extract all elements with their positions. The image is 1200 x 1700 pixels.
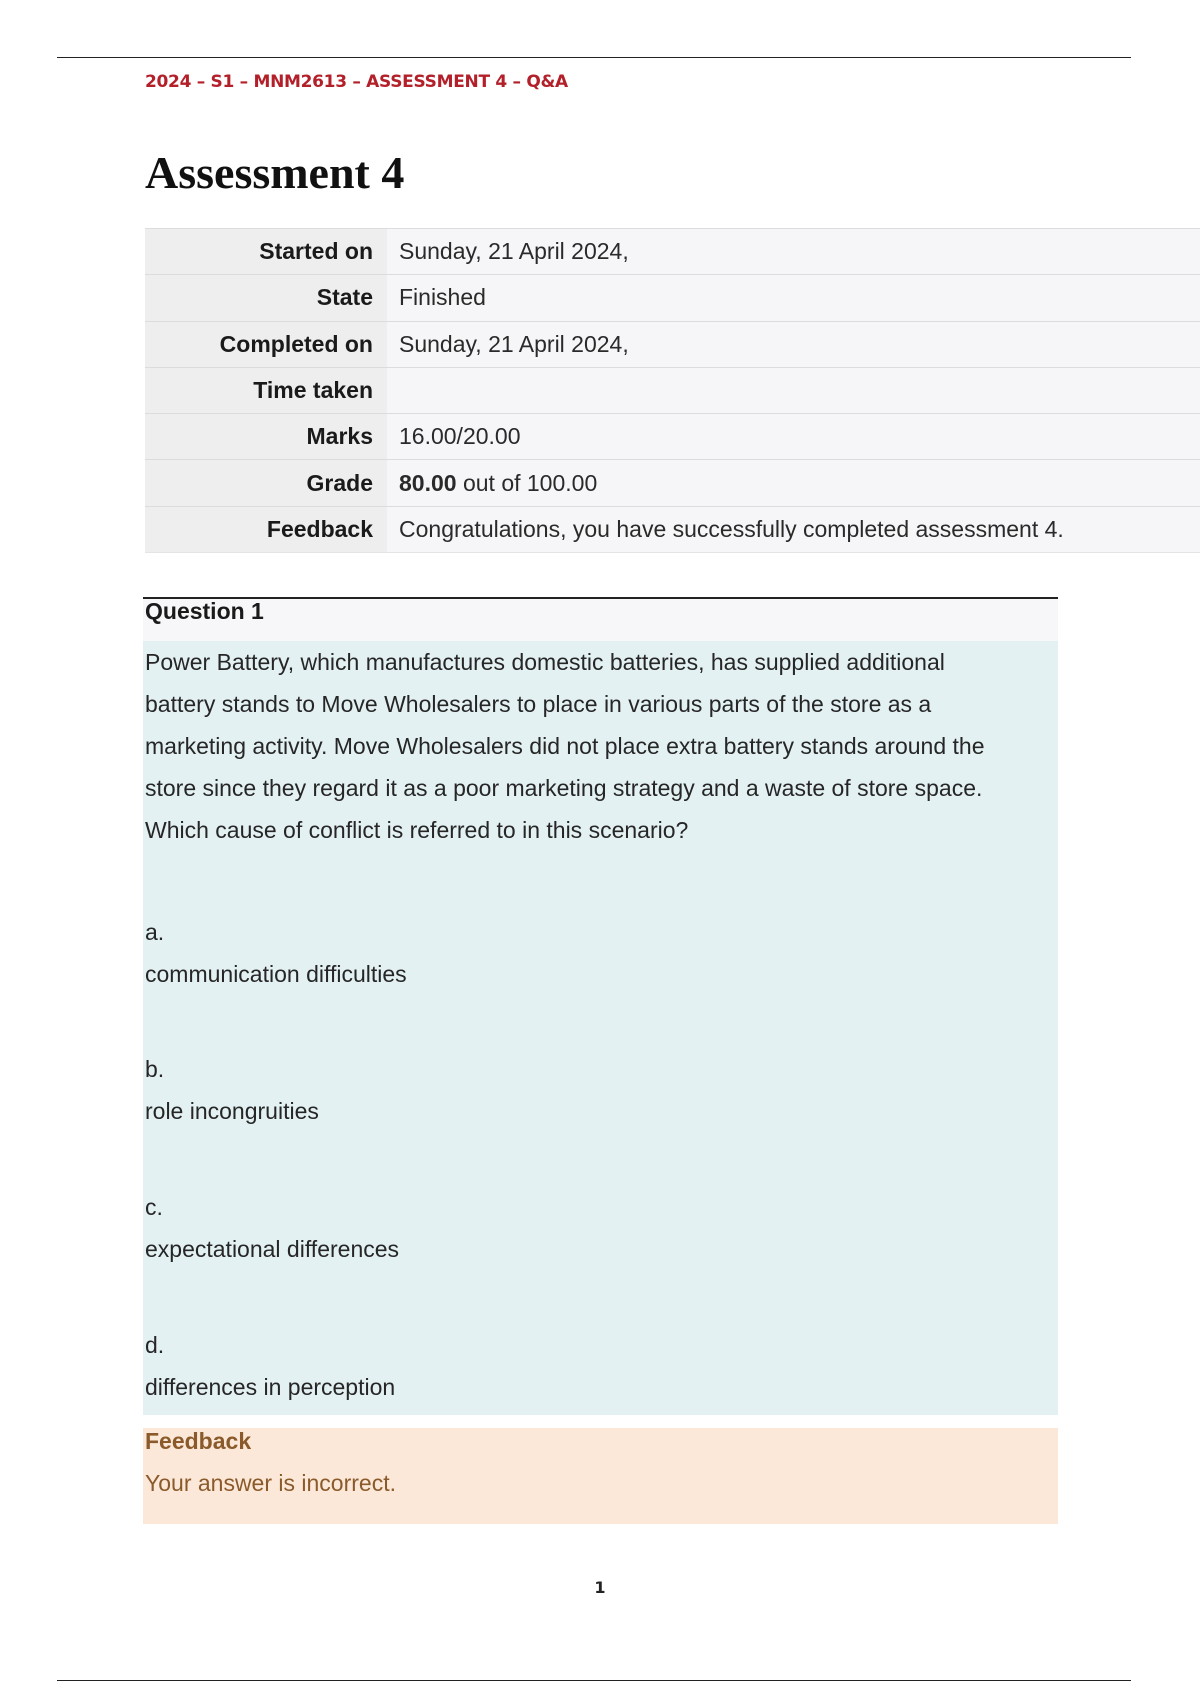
summary-value: Finished (387, 275, 1200, 321)
summary-row-completed-on (145, 321, 1200, 367)
question-line: Power Battery, which manufactures domestic batteries, has supplied additional (145, 649, 945, 675)
option-d-letter[interactable]: d. (145, 1332, 165, 1358)
feedback-title: Feedback (145, 1428, 252, 1454)
grade-out-of: out of 100.00 (456, 469, 598, 496)
option-c-text[interactable]: expectational differences (145, 1236, 400, 1262)
summary-value: 16.00/20.00 (387, 414, 1200, 460)
summary-label: Completed on (145, 321, 387, 367)
question-line: store since they regard it as a poor marketing strategy and a waste of store space. (145, 775, 983, 801)
feedback-text: Your answer is incorrect. (145, 1470, 396, 1496)
summary-label: Grade (145, 460, 387, 506)
attempt-summary-table (145, 228, 1200, 553)
page-title: Assessment 4 (145, 147, 405, 198)
option-d-text[interactable]: differences in perception (145, 1374, 396, 1400)
summary-value: Sunday, 21 April 2024, (387, 229, 1200, 275)
document-header: 2024 – S1 – MNM2613 – ASSESSMENT 4 – Q&A (145, 72, 568, 92)
summary-label: State (145, 275, 387, 321)
feedback-panel (143, 1428, 1058, 1524)
summary-row-grade (145, 460, 1200, 506)
summary-value: Sunday, 21 April 2024, (387, 321, 1200, 367)
question-panel (143, 641, 1058, 1415)
summary-value (387, 367, 1200, 413)
summary-label: Marks (145, 414, 387, 460)
summary-label: Feedback (145, 506, 387, 552)
summary-value (387, 460, 1200, 506)
summary-row-state (145, 275, 1200, 321)
question-text (145, 641, 1050, 851)
summary-row-started-on (145, 229, 1200, 275)
summary-value: Congratulations, you have successfully completed assessment 4. (387, 506, 1200, 552)
option-b-text[interactable]: role incongruities (145, 1098, 319, 1124)
top-rule (57, 57, 1131, 58)
summary-row-marks (145, 414, 1200, 460)
summary-label: Started on (145, 229, 387, 275)
page-number: 1 (594, 1578, 606, 1597)
grade-score: 80.00 (399, 469, 457, 496)
question-line: marketing activity. Move Wholesalers did not place extra battery stands around the (145, 733, 985, 759)
question-title: Question 1 (143, 599, 1058, 641)
option-c-letter[interactable]: c. (145, 1194, 163, 1220)
option-a-text[interactable]: communication difficulties (145, 961, 407, 987)
question-line: Which cause of conflict is referred to in this scenario? (145, 817, 689, 843)
summary-label: Time taken (145, 367, 387, 413)
option-b-letter[interactable]: b. (145, 1056, 165, 1082)
question-line: battery stands to Move Wholesalers to place in various parts of the store as a (145, 691, 932, 717)
summary-row-time-taken (145, 367, 1200, 413)
bottom-rule (57, 1680, 1131, 1681)
option-a-letter[interactable]: a. (145, 919, 165, 945)
summary-row-feedback (145, 506, 1200, 552)
